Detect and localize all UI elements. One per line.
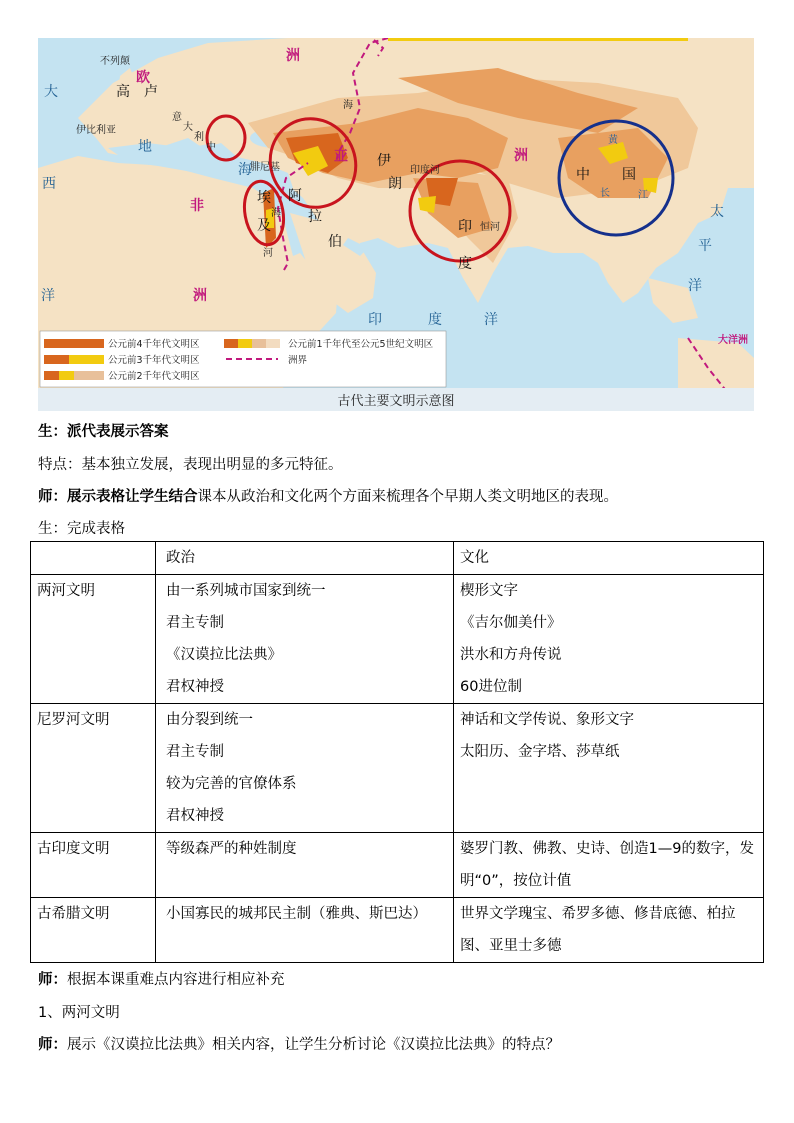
culture-item: 楔形文字 xyxy=(460,583,518,599)
legend-swatch xyxy=(252,339,266,348)
map-label: 及 xyxy=(257,218,271,234)
map-label: 不列颠 xyxy=(100,56,130,67)
map-label: 度 xyxy=(458,256,472,272)
table-row xyxy=(31,898,764,963)
paragraph-2: 特点：基本独立发展，表现出明显的多元特征。 xyxy=(38,457,343,473)
map-caption: 古代主要文明示意图 xyxy=(337,394,455,409)
politics-cell xyxy=(156,704,454,833)
paragraph-bold-text: 展示表格让学生结合 xyxy=(67,489,198,505)
culture-item: 太阳历、金字塔、莎草纸 xyxy=(460,744,620,760)
speaker-label: 生： xyxy=(38,424,67,440)
map-label: 西 xyxy=(42,176,56,192)
civilization-name: 古希腊文明 xyxy=(31,898,156,963)
map-label: 海 xyxy=(238,162,252,178)
paragraph-5 xyxy=(38,970,285,990)
map-label: 中 xyxy=(576,167,590,183)
map-label: 利 xyxy=(194,132,204,143)
politics-cell xyxy=(156,833,454,898)
politics-item: 君权神授 xyxy=(166,679,224,695)
speaker-label: 师： xyxy=(38,972,67,988)
paragraph-7 xyxy=(38,1035,560,1055)
table-row xyxy=(31,575,764,704)
map-label: 伊 xyxy=(377,153,391,169)
civilization-name: 两河文明 xyxy=(31,575,156,704)
civilization-name: 古印度文明 xyxy=(31,833,156,898)
culture-item: 神话和文学传说、象形文字 xyxy=(460,712,634,728)
map-label: 印 xyxy=(368,312,382,328)
legend-swatch xyxy=(266,339,280,348)
legend-label: 公元前4千年代文明区 xyxy=(108,339,200,350)
politics-item: 较为完善的官僚体系 xyxy=(166,776,297,792)
map-label: 非 xyxy=(190,198,204,214)
legend-swatch xyxy=(224,339,238,348)
map-label: 地 xyxy=(138,139,152,155)
map-label: 拉 xyxy=(308,209,322,225)
politics-item: 由一系列城市国家到统一 xyxy=(166,583,326,599)
culture-item: 60进位制 xyxy=(460,679,522,695)
legend-swatch xyxy=(59,371,74,380)
paragraph-1 xyxy=(38,422,169,442)
politics-item: 等级森严的种姓制度 xyxy=(166,841,297,857)
map-label: 高 xyxy=(116,84,130,100)
culture-item: 世界文学瑰宝、希罗多德、修昔底德、柏拉图、亚里士多德 xyxy=(460,906,736,954)
map-label: 意 xyxy=(172,112,182,123)
map-label: 印度河 xyxy=(410,165,440,176)
map-label: 伊比利亚 xyxy=(76,125,116,136)
legend-swatch xyxy=(238,339,252,348)
map-label: 大洋洲 xyxy=(718,335,748,346)
civilization-table xyxy=(30,541,764,963)
map-label: 海 xyxy=(343,100,353,111)
culture-cell xyxy=(454,898,764,963)
map-label: 国 xyxy=(622,167,636,183)
map-label: 洋 xyxy=(484,312,498,328)
politics-item: 由分裂到统一 xyxy=(166,712,253,728)
legend-swatch xyxy=(44,339,104,348)
legend-swatch xyxy=(44,355,69,364)
map-label: 埃 xyxy=(257,190,271,206)
politics-cell xyxy=(156,898,454,963)
map-label: 河 xyxy=(263,248,273,259)
culture-cell xyxy=(454,575,764,704)
politics-item: 《汉谟拉比法典》 xyxy=(166,647,282,663)
map-label: 平 xyxy=(698,238,712,254)
paragraph-3 xyxy=(38,487,618,507)
map-label: 阿 xyxy=(288,188,302,204)
paragraph-text: 派代表展示答案 xyxy=(67,424,169,440)
map-label: 洲 xyxy=(514,148,528,164)
map-label: 太 xyxy=(710,204,724,220)
civilization-name: 尼罗河文明 xyxy=(31,704,156,833)
legend-swatch xyxy=(74,371,104,380)
culture-cell xyxy=(454,833,764,898)
culture-item: 洪水和方舟传说 xyxy=(460,647,562,663)
map-label: 黄 xyxy=(608,135,618,146)
map-label: 洋 xyxy=(41,288,55,304)
paragraph-text: 根据本课重难点内容进行相应补充 xyxy=(67,972,285,988)
map-label: 洲 xyxy=(193,288,207,304)
map-label: 大 xyxy=(183,122,193,133)
map-label: 恒河 xyxy=(480,222,500,233)
speaker-label: 师： xyxy=(38,1037,67,1053)
map-label: 伯 xyxy=(328,234,342,250)
map-label: 腓尼基 xyxy=(250,162,280,173)
map-label: 印 xyxy=(458,219,472,235)
table-header-cell: 文化 xyxy=(454,542,764,575)
map-label: 朗 xyxy=(388,176,402,192)
table-row xyxy=(31,704,764,833)
map-label: 度 xyxy=(428,312,442,328)
politics-item: 君主专制 xyxy=(166,615,224,631)
legend-label: 公元前3千年代文明区 xyxy=(108,355,200,366)
map-label: 欧 xyxy=(136,70,150,86)
table-header-row xyxy=(31,542,764,575)
politics-cell xyxy=(156,575,454,704)
map-label: 洋 xyxy=(688,278,702,294)
table-row xyxy=(31,833,764,898)
map-label: 海 xyxy=(271,208,281,219)
paragraph-4: 生：完成表格 xyxy=(38,521,125,537)
map-label: 江 xyxy=(638,190,648,201)
map-label: 洲 xyxy=(286,48,300,64)
speaker-label: 师： xyxy=(38,489,67,505)
map-label: 中 xyxy=(206,142,216,153)
top-yellow-strip xyxy=(388,38,688,41)
legend-swatch xyxy=(44,371,59,380)
legend-label: 公元前1千年代至公元5世纪文明区 xyxy=(288,339,434,350)
politics-item: 君权神授 xyxy=(166,808,224,824)
paragraph-6: 1、两河文明 xyxy=(38,1005,120,1021)
legend-swatch xyxy=(69,355,104,364)
politics-item: 君主专制 xyxy=(166,744,224,760)
civilization-map xyxy=(38,38,754,411)
culture-item: 婆罗门教、佛教、史诗、创造1—9的数字，发明“0”，按位计值 xyxy=(460,841,754,889)
table-header-cell xyxy=(31,542,156,575)
politics-item: 小国寡民的城邦民主制（雅典、斯巴达） xyxy=(166,906,427,922)
map-legend xyxy=(40,331,446,387)
map-label: 亚 xyxy=(334,149,348,165)
paragraph-text: 展示《汉谟拉比法典》相关内容，让学生分析讨论《汉谟拉比法典》的特点？ xyxy=(67,1037,560,1053)
culture-cell xyxy=(454,704,764,833)
legend-label: 公元前2千年代文明区 xyxy=(108,371,200,382)
map-label: 卢 xyxy=(144,84,158,100)
culture-item: 《吉尔伽美什》 xyxy=(460,615,562,631)
map-label: 大 xyxy=(44,84,58,100)
map-label: 长 xyxy=(600,188,610,199)
legend-label: 洲界 xyxy=(288,355,308,366)
table-header-cell: 政治 xyxy=(156,542,454,575)
paragraph-text: 课本从政治和文化两个方面来梳理各个早期人类文明地区的表现。 xyxy=(197,489,618,505)
